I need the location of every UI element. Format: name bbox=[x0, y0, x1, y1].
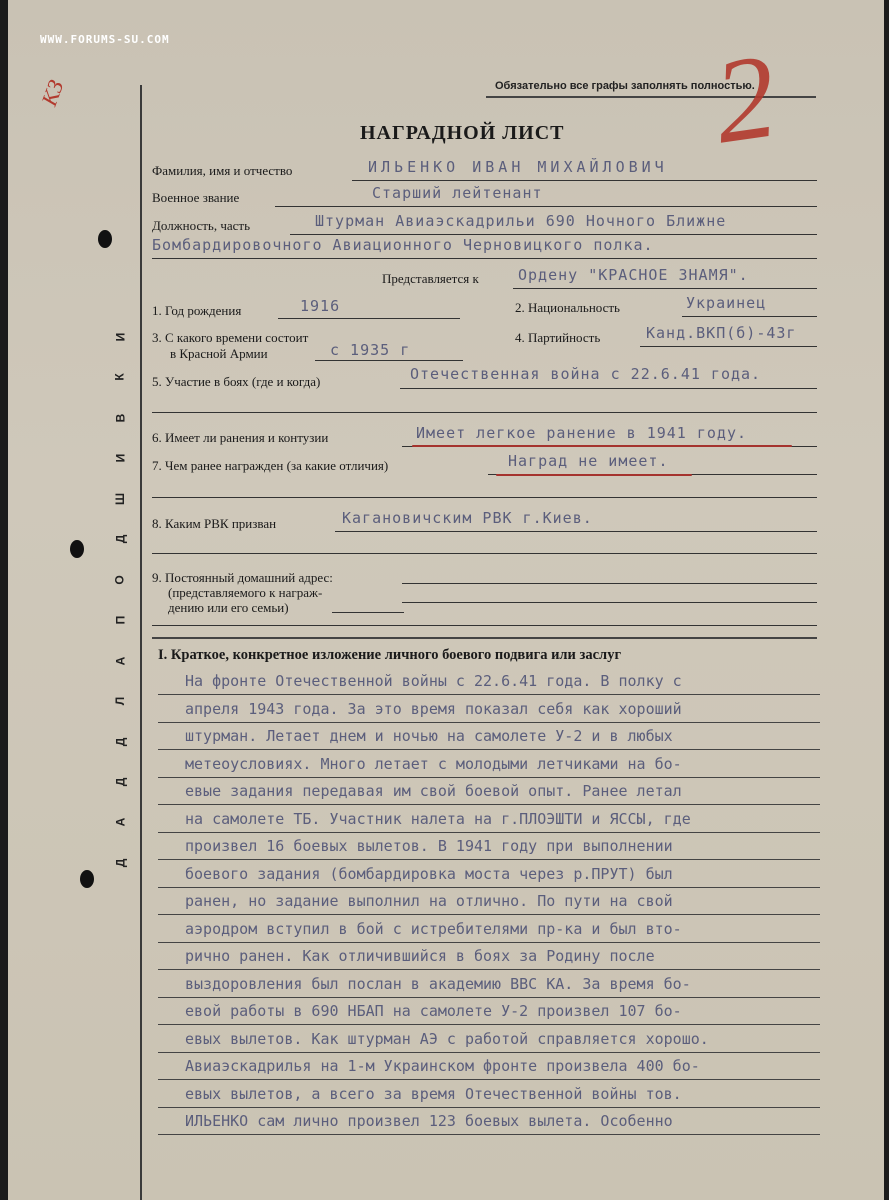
address-label-3: дению или его семьи) bbox=[168, 600, 289, 615]
position-underline-1 bbox=[290, 234, 817, 235]
ruled-line bbox=[158, 749, 820, 750]
narrative-line: Авиаэскадрилья на 1-м Украинском фронте произвела 400 бо- bbox=[185, 1057, 700, 1075]
rank-underline bbox=[275, 206, 817, 207]
awards-underline-2 bbox=[152, 497, 817, 498]
ruled-line bbox=[158, 1079, 820, 1080]
battles-value: Отечественная война с 22.6.41 года. bbox=[410, 365, 762, 383]
position-underline-2 bbox=[152, 258, 817, 259]
instruction-note: Обязательно все графы заполнять полностью. bbox=[495, 80, 755, 92]
narrative-line: апреля 1943 года. За это время показал себя как хороший bbox=[185, 700, 682, 718]
birth-year-value: 1916 bbox=[300, 297, 341, 315]
sidebar-letter: Л bbox=[112, 696, 127, 706]
fullname-label: Фамилия, имя и отчество bbox=[152, 163, 293, 178]
narrative-line: штурман. Летает днем и ночью на самолете У-2 и в любых bbox=[185, 727, 673, 745]
ruled-line bbox=[158, 887, 820, 888]
ruled-line bbox=[158, 694, 820, 695]
margin-sidebar bbox=[110, 330, 130, 870]
ruled-line bbox=[158, 722, 820, 723]
ruled-line bbox=[158, 804, 820, 805]
punch-hole bbox=[80, 870, 94, 888]
sidebar-letter: А bbox=[112, 818, 127, 827]
sidebar-letter: Д bbox=[113, 737, 127, 746]
sidebar-letter: К bbox=[112, 373, 127, 382]
narrative-line: евой работы в 690 НБАП на самолете У-2 произвел 107 бо- bbox=[185, 1002, 682, 1020]
handwritten-number: 2 bbox=[705, 28, 784, 169]
ruled-line bbox=[158, 969, 820, 970]
punch-hole bbox=[98, 230, 112, 248]
ruled-line bbox=[158, 777, 820, 778]
narrative-line: аэродром вступил в бой с истребителями пр-ка и был вто- bbox=[185, 920, 682, 938]
rank-value: Старший лейтенант bbox=[372, 184, 543, 202]
ruled-line bbox=[158, 914, 820, 915]
presented-label: Представляется к bbox=[382, 271, 479, 286]
fullname-value: ИЛЬЕНКО ИВАН МИХАЙЛОВИЧ bbox=[368, 158, 668, 176]
narrative-line: рично ранен. Как отличившийся в боях за Родину после bbox=[185, 947, 655, 965]
rvk-label: 8. Каким РВК призван bbox=[152, 516, 277, 531]
sidebar-letter: И bbox=[113, 454, 127, 463]
address-underline-4 bbox=[152, 625, 817, 626]
nationality-label: 2. Национальность bbox=[515, 300, 620, 315]
ruled-line bbox=[158, 1024, 820, 1025]
section-title: I. Краткое, конкретное изложение личного боевого подвига или заслуг bbox=[158, 647, 622, 663]
document-title: НАГРАДНОЙ ЛИСТ bbox=[360, 122, 565, 144]
red-underline-wounds bbox=[412, 445, 792, 447]
rvk-value: Кагановичским РВК г.Киев. bbox=[342, 509, 593, 527]
narrative-line: ранен, но задание выполнил на отлично. По пути на свой bbox=[185, 892, 673, 910]
narrative-line: евых вылетов, а всего за время Отечественной войны тов. bbox=[185, 1085, 682, 1103]
awards-value: Наград не имеет. bbox=[508, 452, 669, 470]
narrative-line: произвел 16 боевых вылетов. В 1941 году при выполнении bbox=[185, 837, 673, 855]
address-label-2: (представляемого к награж- bbox=[168, 585, 323, 600]
nationality-underline bbox=[682, 316, 817, 317]
margin-line bbox=[140, 85, 142, 1200]
sidebar-letter: И bbox=[113, 332, 127, 342]
birth-year-underline bbox=[278, 318, 460, 319]
punch-hole bbox=[70, 540, 84, 558]
nationality-value: Украинец bbox=[686, 294, 767, 312]
ruled-line bbox=[158, 1107, 820, 1108]
ruled-line bbox=[158, 1052, 820, 1053]
army-since-label-2: в Красной Армии bbox=[170, 346, 268, 361]
sidebar-letter: Д bbox=[113, 777, 127, 787]
rank-label: Военное звание bbox=[152, 190, 240, 205]
ruled-line bbox=[158, 997, 820, 998]
party-value: Канд.ВКП(б)-43г bbox=[646, 324, 797, 342]
narrative-line: евые задания передавая им свой боевой опыт. Ранее летал bbox=[185, 782, 682, 800]
army-since-label-1: 3. С какого времени состоит bbox=[152, 330, 309, 345]
rvk-underline-2 bbox=[152, 553, 817, 554]
narrative-line: На фронте Отечественной войны с 22.6.41 года. В полку с bbox=[185, 672, 682, 690]
ruled-line bbox=[158, 832, 820, 833]
awards-label: 7. Чем ранее награжден (за какие отличия) bbox=[152, 458, 389, 473]
party-label: 4. Партийность bbox=[515, 330, 601, 345]
section-rule bbox=[152, 637, 817, 639]
red-underline-awards bbox=[496, 474, 692, 476]
narrative-line: выздоровления был послан в академию ВВС КА. За время бо- bbox=[185, 975, 691, 993]
sidebar-letter: Д bbox=[113, 534, 127, 544]
presented-value: Ордену "КРАСНОЕ ЗНАМЯ". bbox=[518, 266, 749, 284]
ruled-line bbox=[158, 859, 820, 860]
sidebar-letter: А bbox=[112, 656, 127, 665]
narrative-line: боевого задания (бомбардировка моста через р.ПРУТ) был bbox=[185, 865, 673, 883]
narrative-line: евых вылетов. Как штурман АЭ с работой справляется хорошо. bbox=[185, 1030, 709, 1048]
narrative-line: на самолете ТБ. Участник налета на г.ПЛОЭШТИ и ЯССЫ, где bbox=[185, 810, 691, 828]
position-value-2: Бомбардировочного Авиационного Черновицкого полка. bbox=[152, 236, 654, 254]
presented-underline bbox=[513, 288, 817, 289]
battles-label: 5. Участие в боях (где и когда) bbox=[152, 374, 321, 389]
sidebar-letter: В bbox=[112, 413, 127, 423]
rvk-underline bbox=[335, 531, 817, 532]
ruled-line bbox=[158, 942, 820, 943]
handwritten-red-mark: КЗ bbox=[36, 76, 69, 110]
address-underline-2 bbox=[402, 602, 817, 603]
address-underline-3 bbox=[332, 612, 404, 613]
sidebar-letter: П bbox=[113, 615, 127, 625]
address-label-1: 9. Постоянный домашний адрес: bbox=[152, 570, 333, 585]
narrative-line: метеоусловиях. Много летает с молодыми летчиками на бо- bbox=[185, 755, 682, 773]
fullname-underline bbox=[352, 180, 817, 181]
position-value-1: Штурман Авиаэскадрильи 690 Ночного Ближне bbox=[315, 212, 727, 230]
battles-underline-2 bbox=[152, 412, 817, 413]
sidebar-letter: Ш bbox=[113, 492, 127, 505]
wounds-value: Имеет легкое ранение в 1941 году. bbox=[416, 424, 748, 442]
narrative-line: ИЛЬЕНКО сам лично произвел 123 боевых вылета. Особенно bbox=[185, 1112, 673, 1130]
party-underline bbox=[640, 346, 817, 347]
wounds-label: 6. Имеет ли ранения и контузии bbox=[152, 430, 329, 445]
position-label: Должность, часть bbox=[152, 218, 251, 233]
watermark: WWW.FORUMS-SU.COM bbox=[40, 33, 170, 46]
army-since-underline bbox=[315, 360, 463, 361]
ruled-line bbox=[158, 1134, 820, 1135]
sidebar-letter: Д bbox=[113, 858, 127, 868]
birth-year-label: 1. Год рождения bbox=[152, 303, 242, 318]
army-since-value: с 1935 г bbox=[330, 341, 411, 359]
sidebar-letter: О bbox=[113, 575, 127, 585]
battles-underline-1 bbox=[400, 388, 817, 389]
address-underline-1 bbox=[402, 583, 817, 584]
